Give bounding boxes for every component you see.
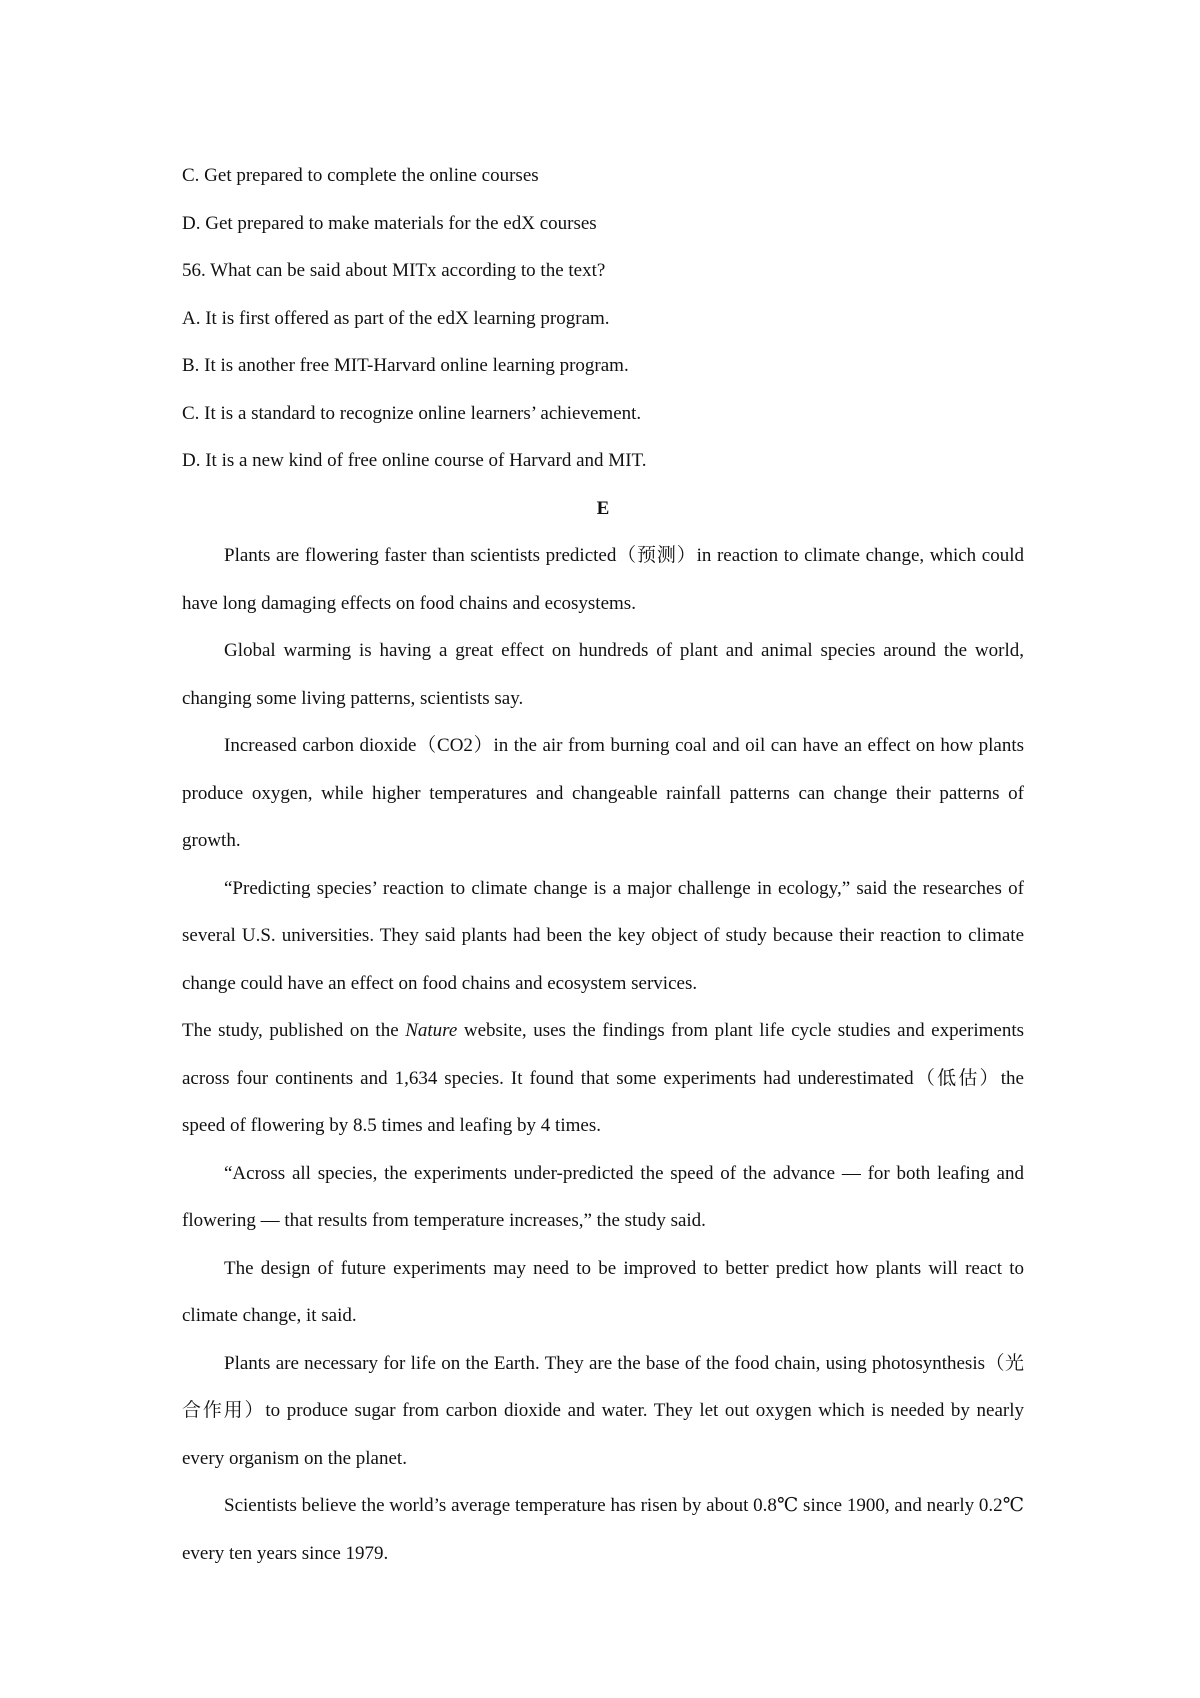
paragraph-5-post: website, uses the findings from plant life cycle studies and experiments across four continents and 1,634 species. It found that some experiments had underestimated（低估）the speed of flowering by 8.5 times and leafing by 4 times.: [182, 1020, 1024, 1136]
option-d-56: D. It is a new kind of free online course of Harvard and MIT.: [182, 450, 647, 471]
option-c-56: C. It is a standard to recognize online learners’ achievement.: [182, 402, 642, 424]
option-a-56: A. It is first offered as part of the edX learning program.: [182, 307, 610, 329]
paragraph-3: Increased carbon dioxide（CO2）in the air from burning coal and oil can have an effect on how plants produce oxygen, while higher temperatures and changeable rainfall patterns can change their patterns of growth.: [182, 735, 1024, 851]
paragraph-5: [182, 1007, 1024, 1150]
paragraph-1: Plants are flowering faster than scientists predicted（预测）in reaction to climate change, which could have long damaging effects on food chains and ecosystems.: [182, 545, 1024, 614]
document-page: [182, 152, 1024, 1577]
question-56: 56. What can be said about MITx according to the text?: [182, 260, 606, 281]
paragraph-5-pre: The study, published on the: [182, 1020, 406, 1041]
option-d-55: D. Get prepared to make materials for the edX courses: [182, 212, 597, 234]
paragraph-4: “Predicting species’ reaction to climate change is a major challenge in ecology,” said the researches of several U.S. universities. They said plants had been the key object of study because their reaction to climate change could have an effect on food chains and ecosystem services.: [182, 877, 1024, 994]
paragraph-7: The design of future experiments may need to be improved to better predict how plants will react to climate change, it said.: [182, 1257, 1024, 1326]
paragraph-8: Plants are necessary for life on the Earth. They are the base of the food chain, using photosynthesis（光合作用）to produce sugar from carbon dioxide and water. They let out oxygen which is needed by nearly every organism on the planet.: [182, 1352, 1024, 1469]
journal-name: Nature: [405, 1020, 458, 1041]
paragraph-2: Global warming is having a great effect on hundreds of plant and animal species around the world, changing some living patterns, scientists say.: [182, 640, 1024, 709]
paragraph-9: Scientists believe the world’s average temperature has risen by about 0.8℃ since 1900, and nearly 0.2℃ every ten years since 1979.: [182, 1495, 1024, 1564]
option-c-55: C. Get prepared to complete the online courses: [182, 165, 539, 186]
section-heading: E: [596, 497, 610, 519]
paragraph-6: “Across all species, the experiments under-predicted the speed of the advance — for both leafing and flowering — that results from temperature increases,” the study said.: [182, 1162, 1024, 1231]
option-b-56: B. It is another free MIT-Harvard online learning program.: [182, 355, 629, 376]
